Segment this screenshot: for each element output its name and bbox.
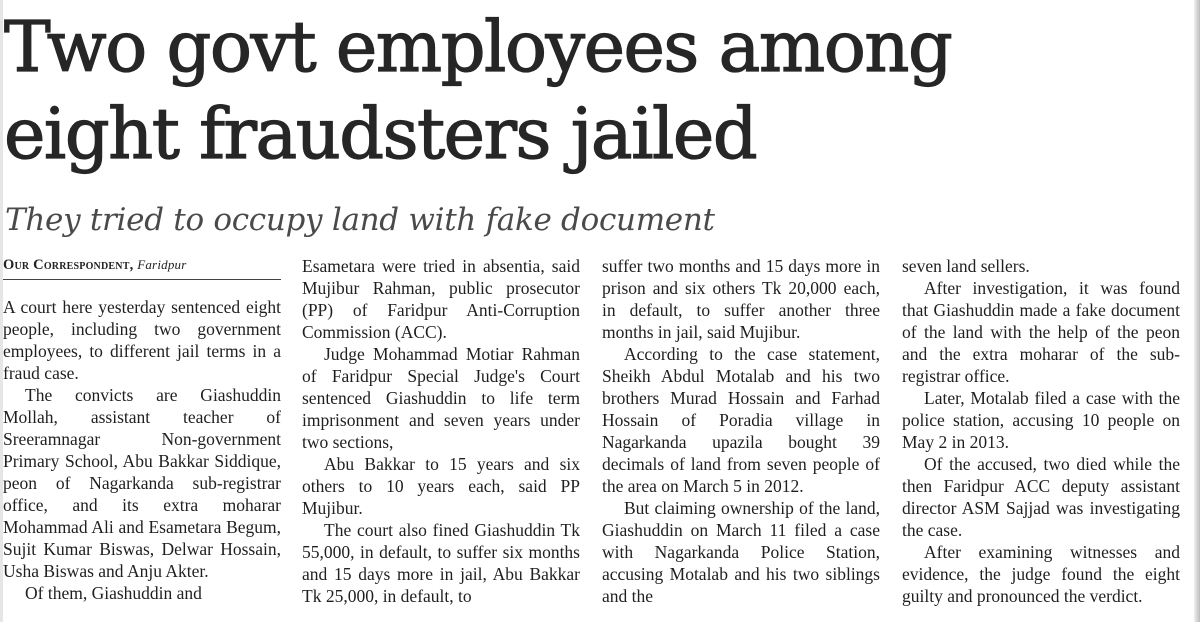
- paragraph: A court here yesterday sentenced eight people, including two government employees, to different jail terms in a fraud case.: [3, 297, 281, 383]
- byline: [3, 255, 281, 280]
- headline: [4, 4, 1194, 178]
- byline-dateline: Faridpur: [137, 257, 187, 272]
- paragraph: Esametara were tried in absentia, said Mujibur Rahman, public prosecutor (PP) of Faridpur Anti-Corruption Commission (ACC).: [302, 256, 580, 342]
- paragraph: After investigation, it was found that Giashuddin made a fake document of the land with the help of the peon and the extra moharar of the sub-registrar office.: [902, 278, 1180, 386]
- paragraph: According to the case statement, Sheikh Abdul Motalab and his two brothers Murad Hossain and Farhad Hossain of Poradia village in Nagarkanda upazila bought 39 decimals of land from seven people of the area on March 5 in 2012.: [602, 344, 880, 496]
- paragraph: Of them, Giashuddin and: [25, 583, 202, 603]
- subheadline: They tried to occupy land with fake document: [5, 202, 715, 238]
- paragraph: Judge Mohammad Motiar Rahman of Faridpur Special Judge's Court sentenced Giashuddin to life term imprisonment and seven years under two sections,: [302, 344, 580, 452]
- column-1: [3, 255, 281, 604]
- column-4: [902, 255, 1180, 607]
- paragraph: Of the accused, two died while the then Faridpur ACC deputy assistant director ASM Sajjad was investigating the case.: [902, 454, 1180, 540]
- paragraph: suffer two months and 15 days more in prison and six others Tk 20,000 each, in default, to suffer another three months in jail, said Mujibur.: [602, 256, 880, 342]
- right-edge-shadow: [1194, 0, 1200, 622]
- paragraph: The convicts are Giashuddin Mollah, assistant teacher of Sreeramnagar Non-government Primary School, Abu Bakkar Siddique, peon of Nagarkanda sub-registrar office, and its extra moharar Mohammad Ali and Esametara Begum, Sujit Kumar Biswas, Delwar Hossain, Usha Biswas and Anju Akter.: [3, 385, 281, 581]
- paragraph: Later, Motalab filed a case with the police station, accusing 10 people on May 2 in 2013.: [902, 388, 1180, 452]
- paragraph: The court also fined Giashuddin Tk 55,000, in default, to suffer six months and 15 days more in jail, Abu Bakkar Tk 25,000, in default, to: [302, 520, 580, 606]
- headline-line-2: eight fraudsters jailed: [4, 93, 757, 175]
- byline-author: Our Correspondent,: [3, 257, 134, 273]
- column-3: [602, 255, 880, 607]
- paragraph: seven land sellers.: [902, 256, 1030, 276]
- paragraph: But claiming ownership of the land, Giashuddin on March 11 filed a case with Nagarkanda Police Station, accusing Motalab and his two siblings and the: [602, 498, 880, 606]
- headline-line-1: Two govt employees among: [4, 6, 952, 88]
- paragraph: After examining witnesses and evidence, the judge found the eight guilty and pronounced the verdict.: [902, 542, 1180, 606]
- paragraph: Abu Bakkar to 15 years and six others to 10 years each, said PP Mujibur.: [302, 454, 580, 518]
- column-2: [302, 255, 580, 607]
